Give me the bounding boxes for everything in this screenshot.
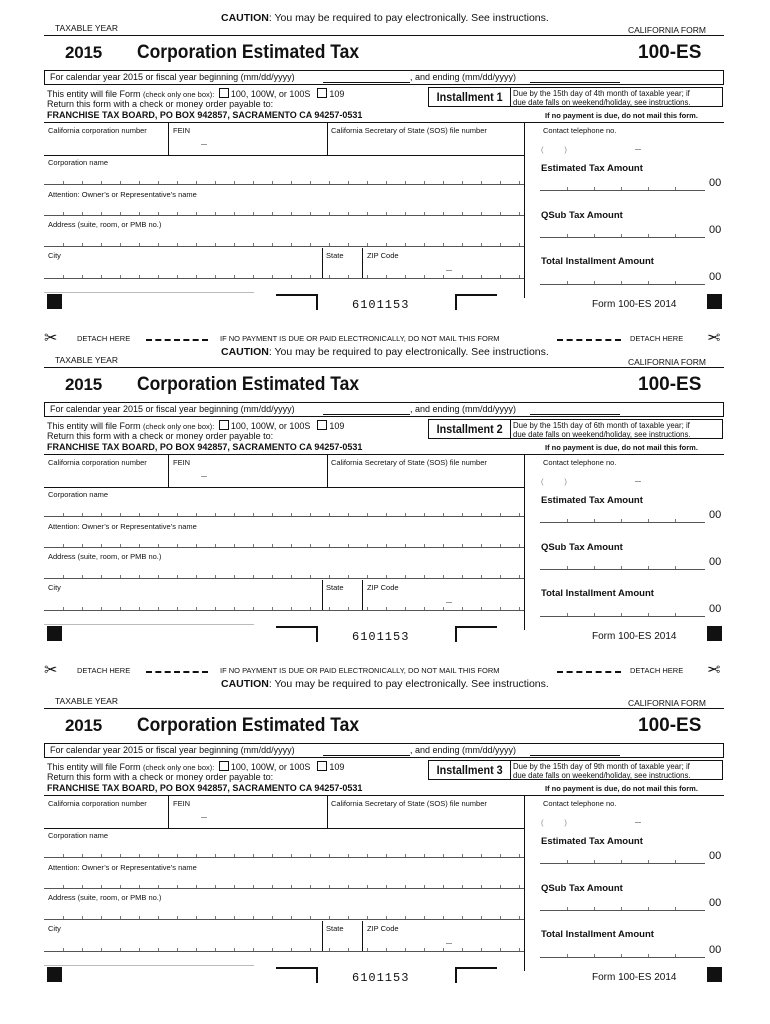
detach-left-label: DETACH HERE xyxy=(77,666,131,675)
city-state-zip-field[interactable] xyxy=(44,610,524,611)
total-installment-label: Total Installment Amount xyxy=(541,929,654,940)
due-date-note: Due by the 15th day of 9th month of taxable year; if due date falls on weekend/holiday, see instructions. xyxy=(511,760,723,780)
installment-number: Installment 1 xyxy=(428,87,511,107)
phone-format: ( ) xyxy=(541,477,567,486)
corp-name-label: Corporation name xyxy=(48,831,109,840)
form-number: 100-ES xyxy=(638,42,702,63)
form-title: Corporation Estimated Tax xyxy=(137,42,360,63)
phone-label: Contact telephone no. xyxy=(543,458,617,467)
checkbox-109[interactable] xyxy=(317,88,327,98)
ca-corp-number-label: California corporation number xyxy=(48,126,147,135)
form-title: Corporation Estimated Tax xyxy=(137,715,360,736)
scissors-left-icon: ✂ xyxy=(44,662,58,679)
state-label: State xyxy=(326,924,344,933)
address-label: Address (suite, room, or PMB no.) xyxy=(48,552,162,561)
address-field[interactable] xyxy=(44,578,524,579)
checkbox-100[interactable] xyxy=(219,761,229,771)
phone-label: Contact telephone no. xyxy=(543,799,617,808)
phone-format: ( ) xyxy=(541,818,567,827)
california-form-label: CALIFORNIA FORM xyxy=(628,698,706,708)
address-label: Address (suite, room, or PMB no.) xyxy=(48,220,162,229)
estimated-tax-field[interactable] xyxy=(540,522,705,523)
total-installment-label: Total Installment Amount xyxy=(541,588,654,599)
corp-name-label: Corporation name xyxy=(48,490,109,499)
scan-corner-left xyxy=(276,626,318,642)
footer-form-id: Form 100-ES 2014 xyxy=(592,631,677,642)
form-number: 100-ES xyxy=(638,374,702,395)
detach-left-label: DETACH HERE xyxy=(77,334,131,343)
installment-number: Installment 3 xyxy=(428,760,511,780)
voucher-installment-3 xyxy=(0,673,770,993)
corp-name-field[interactable] xyxy=(44,516,524,517)
voucher-installment-1 xyxy=(0,0,770,320)
california-form-label: CALIFORNIA FORM xyxy=(628,357,706,367)
total-installment-label: Total Installment Amount xyxy=(541,256,654,267)
estimated-tax-label: Estimated Tax Amount xyxy=(541,836,643,847)
city-state-zip-field[interactable] xyxy=(44,951,524,952)
registration-mark-left xyxy=(47,967,62,982)
estimated-tax-field[interactable] xyxy=(540,863,705,864)
address-field[interactable] xyxy=(44,919,524,920)
state-label: State xyxy=(326,583,344,592)
scan-code: 6101153 xyxy=(352,971,410,985)
fiscal-begin-label: For calendar year 2015 or fiscal year beginning (mm/dd/yyyy) xyxy=(50,72,295,82)
entity-line: This entity will file Form (check only one box): 100, 100W, or 100S 109 xyxy=(47,89,345,99)
phone-label: Contact telephone no. xyxy=(543,126,617,135)
scan-code: 6101153 xyxy=(352,630,410,644)
total-installment-cents: 00 xyxy=(709,271,722,283)
tax-year: 2015 xyxy=(65,375,103,394)
attention-field[interactable] xyxy=(44,215,524,216)
registration-mark-right xyxy=(707,626,722,641)
fiscal-begin-label: For calendar year 2015 or fiscal year beginning (mm/dd/yyyy) xyxy=(50,745,295,755)
fiscal-end-label: , and ending (mm/dd/yyyy) xyxy=(410,745,517,755)
fein-label: FEIN xyxy=(173,458,191,467)
checkbox-109[interactable] xyxy=(317,420,327,430)
fiscal-end-label: , and ending (mm/dd/yyyy) xyxy=(410,404,517,414)
scan-corner-left xyxy=(276,294,318,310)
scan-code: 6101153 xyxy=(352,298,410,312)
corp-name-field[interactable] xyxy=(44,184,524,185)
due-date-note: Due by the 15th day of 4th month of taxable year; if due date falls on weekend/holiday, see instructions. xyxy=(511,87,723,107)
state-label: State xyxy=(326,251,344,260)
footer-form-id: Form 100-ES 2014 xyxy=(592,299,677,310)
total-installment-field[interactable] xyxy=(540,616,705,617)
scissors-right-icon: ✂ xyxy=(707,330,721,347)
form-title: Corporation Estimated Tax xyxy=(137,374,360,395)
estimated-tax-cents: 00 xyxy=(709,509,722,521)
qsub-tax-label: QSub Tax Amount xyxy=(541,883,623,894)
voucher-installment-2 xyxy=(0,332,770,652)
entity-line: This entity will file Form (check only one box): 100, 100W, or 100S 109 xyxy=(47,762,345,772)
due-date-note: Due by the 15th day of 6th month of taxable year; if due date falls on weekend/holiday, see instructions. xyxy=(511,419,723,439)
registration-mark-right xyxy=(707,967,722,982)
address-field[interactable] xyxy=(44,246,524,247)
return-line: Return this form with a check or money order payable to: xyxy=(47,431,274,441)
qsub-tax-cents: 00 xyxy=(709,556,722,568)
taxable-year-label: TAXABLE YEAR xyxy=(55,355,118,365)
scan-corner-right xyxy=(455,967,497,983)
ca-corp-number-label: California corporation number xyxy=(48,458,147,467)
total-installment-field[interactable] xyxy=(540,957,705,958)
tax-year: 2015 xyxy=(65,716,103,735)
total-installment-cents: 00 xyxy=(709,603,722,615)
fiscal-begin-label: For calendar year 2015 or fiscal year beginning (mm/dd/yyyy) xyxy=(50,404,295,414)
attention-label: Attention: Owner’s or Representative’s name xyxy=(48,522,197,531)
qsub-tax-label: QSub Tax Amount xyxy=(541,542,623,553)
top-caution: CAUTION: You may be required to pay electronically. See instructions. xyxy=(221,12,549,24)
checkbox-100[interactable] xyxy=(219,420,229,430)
estimated-tax-field[interactable] xyxy=(540,190,705,191)
registration-mark-left xyxy=(47,626,62,641)
qsub-tax-cents: 00 xyxy=(709,224,722,236)
taxable-year-label: TAXABLE YEAR xyxy=(55,23,118,33)
registration-mark-right xyxy=(707,294,722,309)
ca-corp-number-label: California corporation number xyxy=(48,799,147,808)
estimated-tax-cents: 00 xyxy=(709,177,722,189)
fein-label: FEIN xyxy=(173,799,191,808)
qsub-tax-field[interactable] xyxy=(540,910,705,911)
fein-label: FEIN xyxy=(173,126,191,135)
detach-caution: CAUTION: You may be required to pay electronically. See instructions. xyxy=(221,346,549,358)
detach-right-label: DETACH HERE xyxy=(630,334,684,343)
checkbox-109[interactable] xyxy=(317,761,327,771)
address-label: Address (suite, room, or PMB no.) xyxy=(48,893,162,902)
attention-label: Attention: Owner’s or Representative’s name xyxy=(48,190,197,199)
footer-form-id: Form 100-ES 2014 xyxy=(592,972,677,983)
detach-caution: CAUTION: You may be required to pay electronically. See instructions. xyxy=(221,678,549,690)
corp-name-label: Corporation name xyxy=(48,158,109,167)
detach-notice: IF NO PAYMENT IS DUE OR PAID ELECTRONICALLY, DO NOT MAIL THIS FORM xyxy=(220,666,500,675)
registration-mark-left xyxy=(47,294,62,309)
scan-corner-right xyxy=(455,626,497,642)
city-label: City xyxy=(48,583,61,592)
attention-label: Attention: Owner’s or Representative’s name xyxy=(48,863,197,872)
ftb-address: FRANCHISE TAX BOARD, PO BOX 942857, SACRAMENTO CA 94257-0531 xyxy=(47,442,363,452)
detach-notice: IF NO PAYMENT IS DUE OR PAID ELECTRONICALLY, DO NOT MAIL THIS FORM xyxy=(220,334,500,343)
scan-corner-right xyxy=(455,294,497,310)
total-installment-field[interactable] xyxy=(540,284,705,285)
estimated-tax-cents: 00 xyxy=(709,850,722,862)
detach-row xyxy=(0,664,770,694)
entity-line: This entity will file Form (check only one box): 100, 100W, or 100S 109 xyxy=(47,421,345,431)
no-payment-note: If no payment is due, do not mail this form. xyxy=(545,443,698,452)
detach-row xyxy=(0,332,770,362)
tax-year: 2015 xyxy=(65,43,103,62)
scissors-right-icon: ✂ xyxy=(707,662,721,679)
qsub-tax-field[interactable] xyxy=(540,569,705,570)
return-line: Return this form with a check or money order payable to: xyxy=(47,772,274,782)
sos-number-label: California Secretary of State (SOS) file number xyxy=(331,799,487,808)
city-label: City xyxy=(48,251,61,260)
fiscal-end-label: , and ending (mm/dd/yyyy) xyxy=(410,72,517,82)
ftb-address: FRANCHISE TAX BOARD, PO BOX 942857, SACRAMENTO CA 94257-0531 xyxy=(47,783,363,793)
form-number: 100-ES xyxy=(638,715,702,736)
qsub-tax-label: QSub Tax Amount xyxy=(541,210,623,221)
taxable-year-label: TAXABLE YEAR xyxy=(55,696,118,706)
california-form-label: CALIFORNIA FORM xyxy=(628,25,706,35)
checkbox-100[interactable] xyxy=(219,88,229,98)
scan-corner-left xyxy=(276,967,318,983)
detach-right-label: DETACH HERE xyxy=(630,666,684,675)
attention-field[interactable] xyxy=(44,547,524,548)
phone-format: ( ) xyxy=(541,145,567,154)
zip-label: ZIP Code xyxy=(367,924,399,933)
sos-number-label: California Secretary of State (SOS) file number xyxy=(331,126,487,135)
city-state-zip-field[interactable] xyxy=(44,278,524,279)
no-payment-note: If no payment is due, do not mail this form. xyxy=(545,111,698,120)
corp-name-field[interactable] xyxy=(44,857,524,858)
zip-label: ZIP Code xyxy=(367,251,399,260)
return-line: Return this form with a check or money order payable to: xyxy=(47,99,274,109)
ftb-address: FRANCHISE TAX BOARD, PO BOX 942857, SACRAMENTO CA 94257-0531 xyxy=(47,110,363,120)
scissors-left-icon: ✂ xyxy=(44,330,58,347)
estimated-tax-label: Estimated Tax Amount xyxy=(541,495,643,506)
city-label: City xyxy=(48,924,61,933)
attention-field[interactable] xyxy=(44,888,524,889)
installment-number: Installment 2 xyxy=(428,419,511,439)
zip-label: ZIP Code xyxy=(367,583,399,592)
estimated-tax-label: Estimated Tax Amount xyxy=(541,163,643,174)
qsub-tax-cents: 00 xyxy=(709,897,722,909)
total-installment-cents: 00 xyxy=(709,944,722,956)
no-payment-note: If no payment is due, do not mail this form. xyxy=(545,784,698,793)
qsub-tax-field[interactable] xyxy=(540,237,705,238)
sos-number-label: California Secretary of State (SOS) file number xyxy=(331,458,487,467)
